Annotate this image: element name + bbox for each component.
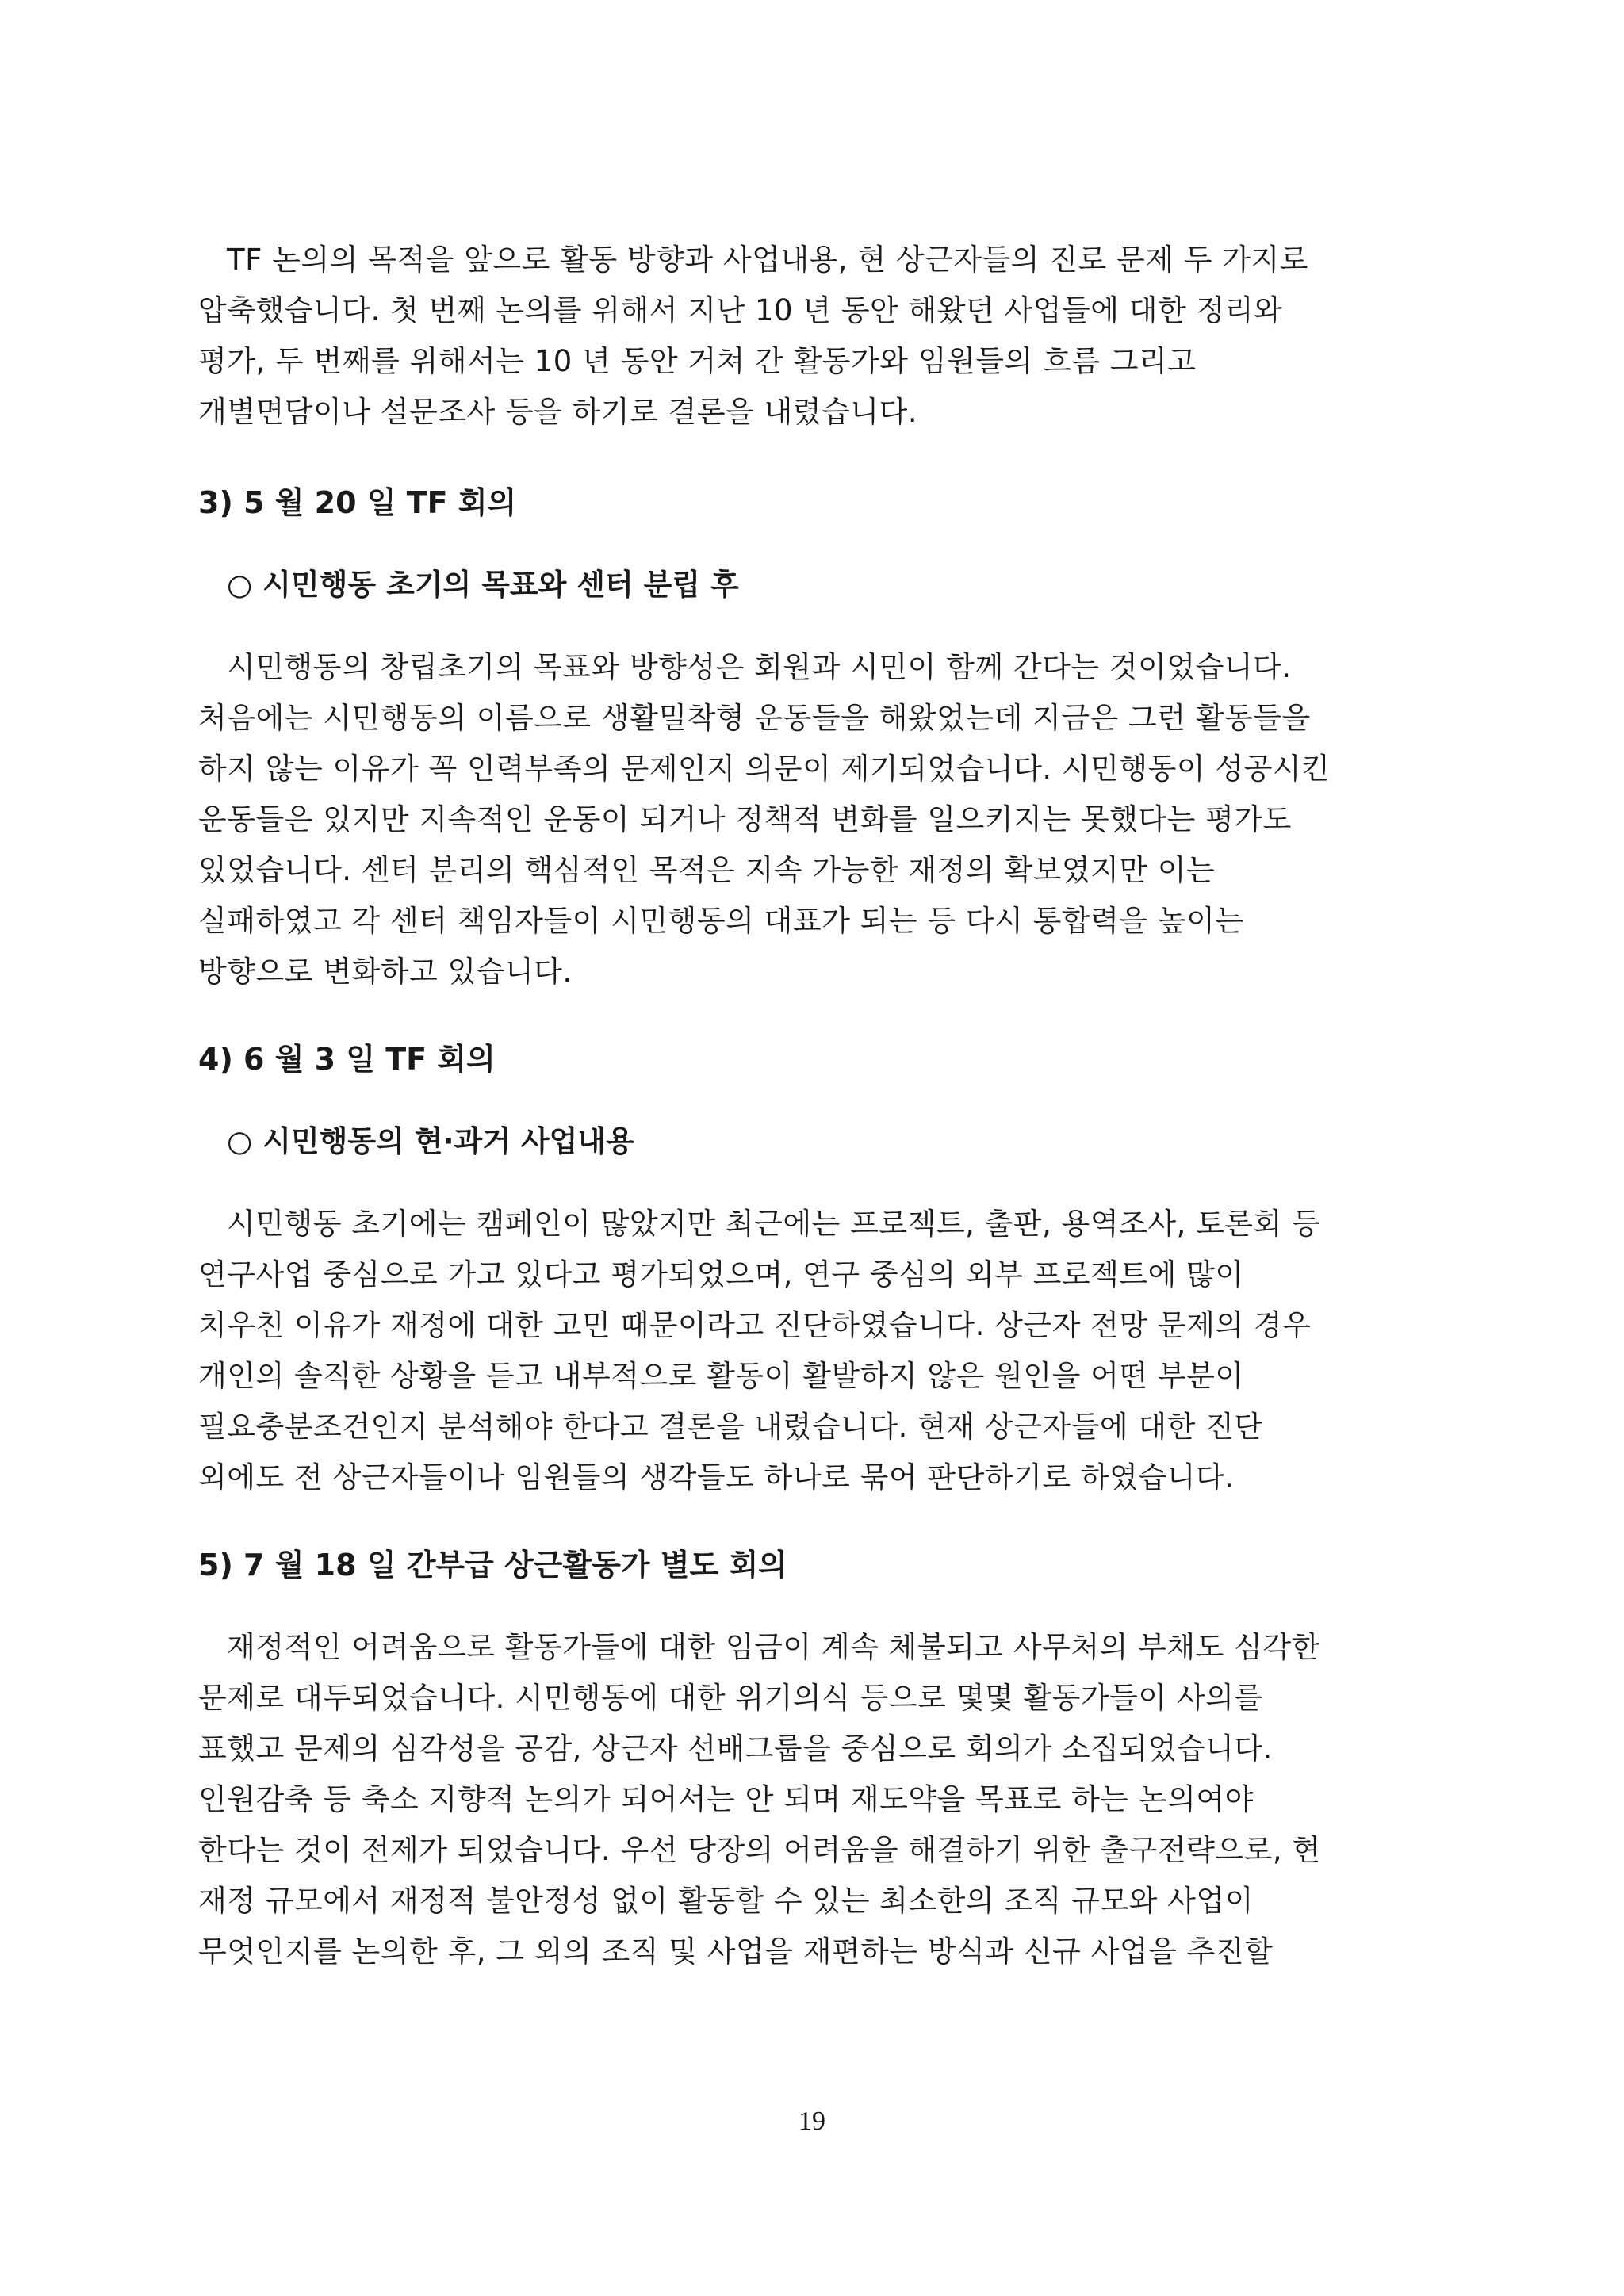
section-paragraph-june-3 — [198, 1199, 1435, 1503]
section-heading-june-3: 4) 6 월 3 일 TF 회의 — [198, 1042, 496, 1077]
paragraph-line: 표했고 문제의 심각성을 공감, 상근자 선배그룹을 중심으로 회의가 소집되었습니다. — [198, 1732, 1273, 1766]
paragraph-line: 운동들은 있지만 지속적인 운동이 되거나 정책적 변화를 일으키지는 못했다는 평가도 — [198, 802, 1292, 836]
paragraph-line: 개인의 솔직한 상황을 듣고 내부적으로 활동이 활발하지 않은 원인을 어떤 부분이 — [198, 1359, 1244, 1393]
paragraph-line: 재정 규모에서 재정적 불안정성 없이 활동할 수 있는 최소한의 조직 규모와 사업이 — [198, 1884, 1254, 1918]
paragraph-line: 시민행동의 창립초기의 목표와 방향성은 회원과 시민이 함께 간다는 것이었습니다. — [227, 650, 1292, 684]
page-number: 19 — [799, 2107, 825, 2136]
paragraph-line: 필요충분조건인지 분석해야 한다고 결론을 내렸습니다. 현재 상근자들에 대한 진단 — [198, 1410, 1263, 1444]
paragraph-line: 하지 않는 이유가 꼭 인력부족의 문제인지 의문이 제기되었습니다. 시민행동이 성공시킨 — [198, 752, 1331, 786]
paragraph-line: 인원감축 등 축소 지향적 논의가 되어서는 안 되며 재도약을 목표로 하는 논의여야 — [198, 1782, 1254, 1816]
paragraph-line: 있었습니다. 센터 분리의 핵심적인 목적은 지속 가능한 재정의 확보였지만 이는 — [198, 853, 1216, 887]
paragraph-line: 외에도 전 상근자들이나 임원들의 생각들도 하나로 묶어 판단하기로 하였습니다. — [198, 1460, 1235, 1494]
paragraph-line: TF 논의의 목적을 앞으로 활동 방향과 사업내용, 현 상근자들의 진로 문제 두 가지로 — [227, 243, 1309, 277]
paragraph-line: 연구사업 중심으로 가고 있다고 평가되었으며, 연구 중심의 외부 프로젝트에 많이 — [198, 1257, 1244, 1292]
paragraph-line: 무엇인지를 논의한 후, 그 외의 조직 및 사업을 재편하는 방식과 신규 사업을 추진할 — [198, 1934, 1274, 1969]
intro-paragraph — [198, 235, 1435, 438]
subheading-initial-goals: ○ 시민행동 초기의 목표와 센터 분립 후 — [227, 568, 739, 602]
subheading-past-present-projects: ○ 시민행동의 현·과거 사업내용 — [227, 1124, 634, 1158]
paragraph-line: 재정적인 어려움으로 활동가들에 대한 임금이 계속 체불되고 사무처의 부채도 심각한 — [227, 1630, 1320, 1664]
paragraph-line: 처음에는 시민행동의 이름으로 생활밀착형 운동들을 해왔었는데 지금은 그런 활동들을 — [198, 701, 1311, 735]
paragraph-line: 개별면담이나 설문조사 등을 하기로 결론을 내렸습니다. — [198, 395, 918, 429]
section-heading-july-18: 5) 7 월 18 일 간부급 상근활동가 별도 회의 — [198, 1548, 787, 1582]
paragraph-line: 실패하였고 각 센터 책임자들이 시민행동의 대표가 되는 등 다시 통합력을 높이는 — [198, 904, 1244, 938]
paragraph-line: 한다는 것이 전제가 되었습니다. 우선 당장의 어려움을 해결하기 위한 출구전략으로, 현 — [198, 1833, 1321, 1867]
paragraph-line: 평가, 두 번째를 위해서는 10 년 동안 거쳐 간 활동가와 임원들의 흐름 그리고 — [198, 344, 1197, 378]
paragraph-line: 문제로 대두되었습니다. 시민행동에 대한 위기의식 등으로 몇몇 활동가들이 사의를 — [198, 1681, 1263, 1715]
section-heading-may-20: 3) 5 월 20 일 TF 회의 — [198, 485, 517, 520]
paragraph-line: 시민행동 초기에는 캠페인이 많았지만 최근에는 프로젝트, 출판, 용역조사, 토론회 등 — [227, 1207, 1321, 1241]
paragraph-line: 압축했습니다. 첫 번째 논의를 위해서 지난 10 년 동안 해왔던 사업들에 대한 정리와 — [198, 293, 1283, 327]
section-paragraph-july-18 — [198, 1622, 1435, 1977]
page-content — [198, 235, 1435, 1977]
paragraph-line: 방향으로 변화하고 있습니다. — [198, 955, 573, 989]
paragraph-line: 치우친 이유가 재정에 대한 고민 때문이라고 진단하였습니다. 상근자 전망 문제의 경우 — [198, 1308, 1312, 1342]
section-paragraph-may-20 — [198, 642, 1435, 997]
